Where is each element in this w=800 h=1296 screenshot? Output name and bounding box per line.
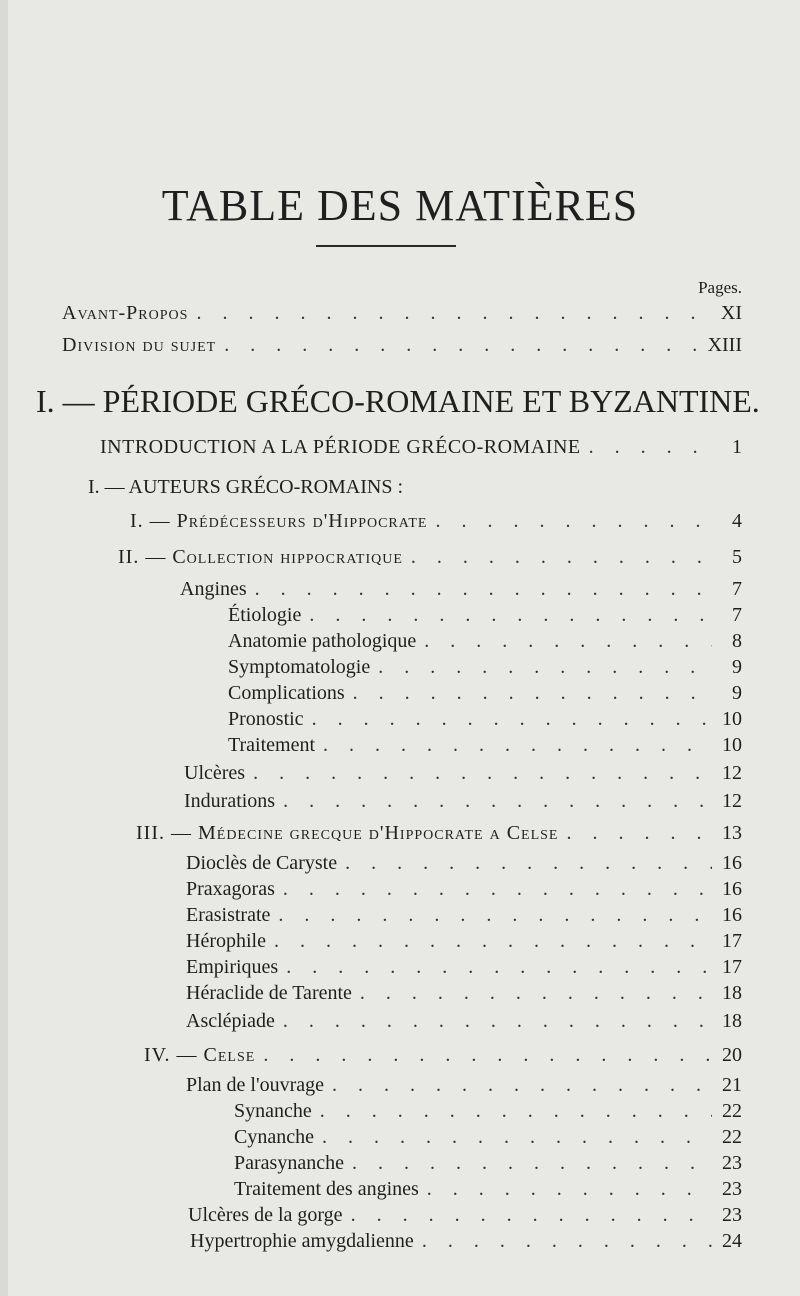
toc-entry-page: 16 (722, 878, 742, 900)
toc-entry (186, 852, 742, 878)
toc-entry-page: 9 (732, 656, 742, 678)
dot-leader (353, 682, 712, 705)
toc-entry-page: 16 (722, 904, 742, 926)
toc-entry (228, 682, 742, 708)
toc-entry-page: 22 (722, 1100, 742, 1122)
toc-entry (130, 510, 742, 536)
toc-entry-page: 7 (732, 604, 742, 626)
toc-entry-label: Héraclide de Tarente (186, 982, 352, 1004)
toc-entry-label: Praxagoras (186, 878, 275, 900)
toc-entry-label: Complications (228, 682, 345, 704)
toc-entry-page: 13 (722, 822, 742, 844)
part-title: I. — PÉRIODE GRÉCO-ROMAINE ET BYZANTINE. (36, 383, 760, 419)
dot-leader (323, 734, 712, 757)
toc-entry-label: Ulcères (184, 762, 246, 784)
toc-entry-label: Indurations (184, 790, 276, 812)
dot-leader (352, 1152, 712, 1175)
toc-entry-page: 16 (722, 852, 742, 874)
toc-entry-label: Empiriques (186, 956, 279, 978)
toc-entry-page: 23 (722, 1178, 742, 1200)
toc-entry-page: 20 (722, 1044, 742, 1066)
toc-entry-page: XI (720, 302, 742, 324)
toc-entry-label: Étiologie (228, 604, 302, 626)
toc-entry-label: Traitement des angines (234, 1178, 419, 1200)
toc-entry (186, 956, 742, 982)
toc-entry-label: INTRODUCTION A LA PÉRIODE GRÉCO-ROMAINE (100, 436, 581, 458)
toc-entry-page: 21 (722, 1074, 742, 1096)
dot-leader (322, 1126, 712, 1149)
toc-entry (228, 630, 742, 656)
toc-entry-label: Ulcères de la gorge (188, 1204, 343, 1226)
toc-entry-label: III. — Médecine grecque d'Hippocrate a Celse (136, 822, 559, 844)
dot-leader (435, 510, 712, 533)
toc-entry-page: 23 (722, 1152, 742, 1174)
toc-entry-page: 24 (722, 1230, 742, 1252)
toc-entry-page: 12 (722, 762, 742, 784)
toc-entry (234, 1152, 742, 1178)
pages-column-label: Pages. (698, 278, 742, 297)
toc-entry-label: Plan de l'ouvrage (186, 1074, 325, 1096)
toc-entry (228, 708, 742, 734)
dot-leader (224, 334, 699, 357)
toc-entry-label: Parasynanche (234, 1152, 344, 1174)
toc-entry-label: Hypertrophie amygdalienne (190, 1230, 414, 1252)
toc-entry (180, 578, 742, 604)
toc-entry-division (62, 334, 742, 360)
toc-entry-page: 17 (722, 930, 742, 952)
toc-entry-introduction (100, 436, 742, 462)
dot-leader (278, 904, 712, 927)
toc-entry-page: 12 (722, 790, 742, 812)
toc-entry-label: Hérophile (186, 930, 266, 952)
dot-leader (320, 1100, 712, 1123)
toc-entry-label: Pronostic (228, 708, 304, 730)
toc-entry-page: 18 (722, 1010, 742, 1032)
dot-leader (312, 708, 712, 731)
toc-entry (186, 904, 742, 930)
toc-entry-page: 1 (732, 436, 742, 458)
toc-entry-label: Anatomie pathologique (228, 630, 417, 652)
toc-entry-label: Symptomatologie (228, 656, 371, 678)
dot-leader (274, 930, 712, 953)
toc-entry-label: IV. — Celse (144, 1044, 256, 1066)
dot-leader (427, 1178, 712, 1201)
toc-entry-label: Traitement (228, 734, 316, 756)
toc-entry (186, 878, 742, 904)
title-rule (316, 245, 456, 247)
toc-entry (228, 604, 742, 630)
toc-entry (184, 762, 742, 788)
toc-entry (234, 1178, 742, 1204)
dot-leader (283, 790, 712, 813)
toc-entry-page: 18 (722, 982, 742, 1004)
dot-leader (332, 1074, 712, 1097)
dot-leader (309, 604, 712, 627)
toc-entry-page: 10 (722, 708, 742, 730)
toc-entry-label: Erasistrate (186, 904, 271, 926)
chapter-heading: I. — AUTEURS GRÉCO-ROMAINS : (88, 476, 404, 498)
toc-entry-page: 7 (732, 578, 742, 600)
dot-leader (253, 762, 712, 785)
dot-leader (411, 546, 712, 569)
dot-leader (351, 1204, 712, 1227)
dot-leader (360, 982, 712, 1005)
toc-entry (186, 930, 742, 956)
toc-entry (186, 982, 742, 1008)
toc-entry-page: 5 (732, 546, 742, 568)
toc-entry (228, 734, 742, 760)
toc-entry (118, 546, 742, 572)
dot-leader (589, 436, 712, 459)
toc-entry-page: 8 (732, 630, 742, 652)
dot-leader (196, 302, 712, 325)
dot-leader (378, 656, 712, 679)
toc-entry (188, 1204, 742, 1230)
dot-leader (424, 630, 712, 653)
toc-entry-page: 22 (722, 1126, 742, 1148)
toc-entry (228, 656, 742, 682)
toc-entry-page: 23 (722, 1204, 742, 1226)
toc-entry-label: Avant-Propos (62, 302, 189, 324)
dot-leader (283, 878, 712, 901)
toc-entry-label: I. — Prédécesseurs d'Hippocrate (130, 510, 428, 532)
dot-leader (283, 1010, 712, 1033)
dot-leader (345, 852, 712, 875)
toc-entry-avant-propos (62, 302, 742, 328)
toc-entry-label: Division du sujet (62, 334, 217, 356)
toc-entry (190, 1230, 742, 1256)
toc-entry-label: Asclépiade (186, 1010, 275, 1032)
toc-entry (186, 1074, 742, 1100)
toc-entry-page: 9 (732, 682, 742, 704)
toc-entry-label: Dioclès de Caryste (186, 852, 338, 874)
toc-entry (136, 822, 742, 848)
dot-leader (566, 822, 712, 845)
toc-entry-label: Synanche (234, 1100, 312, 1122)
dot-leader (422, 1230, 712, 1253)
dot-leader (255, 578, 712, 601)
toc-entry (144, 1044, 742, 1070)
toc-entry (186, 1010, 742, 1036)
dot-leader (286, 956, 712, 979)
toc-entry-label: II. — Collection hippocratique (118, 546, 403, 568)
page-title: TABLE DES MATIÈRES (161, 181, 639, 230)
toc-entry-page: XIII (707, 334, 742, 356)
toc-entry-page: 4 (732, 510, 742, 532)
toc-entry-page: 17 (722, 956, 742, 978)
toc-entry-label: Cynanche (234, 1126, 314, 1148)
toc-entry (184, 790, 742, 816)
toc-entry (234, 1126, 742, 1152)
dot-leader (263, 1044, 712, 1067)
toc-entry (234, 1100, 742, 1126)
toc-entry-page: 10 (722, 734, 742, 756)
toc-entry-label: Angines (180, 578, 247, 600)
